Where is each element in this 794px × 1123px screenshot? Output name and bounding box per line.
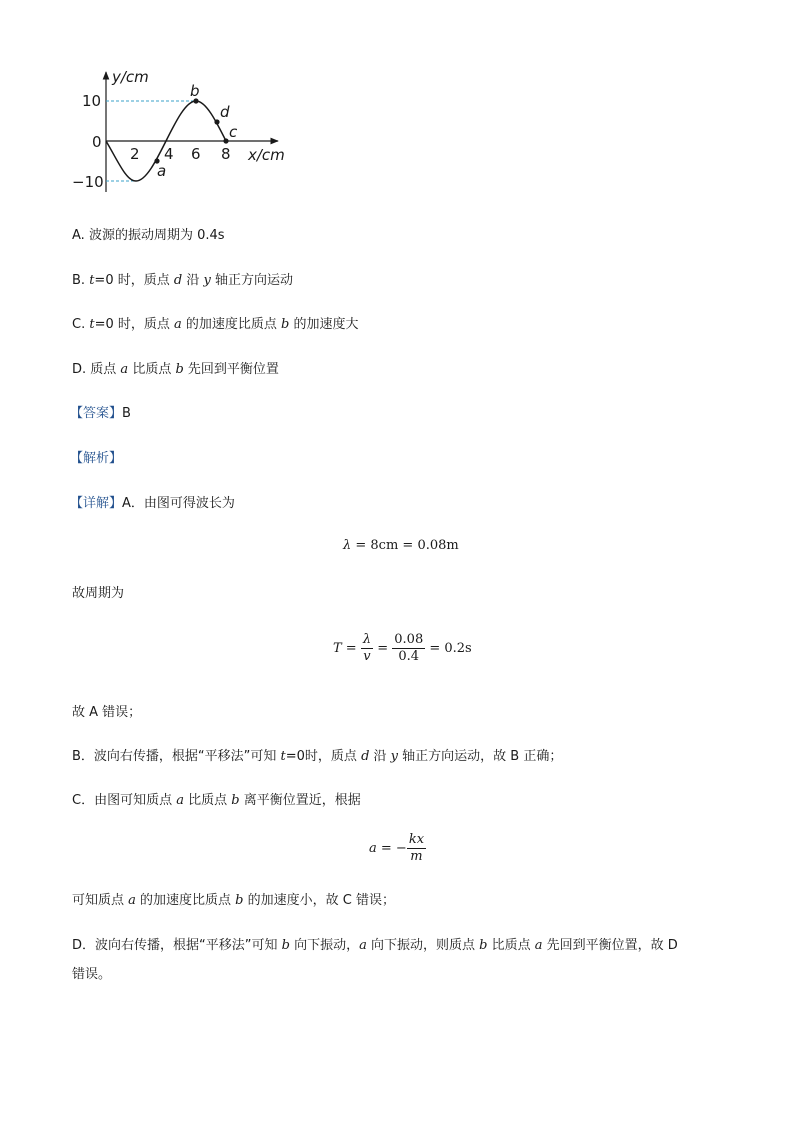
point-b-label: b bbox=[190, 82, 200, 100]
answer-value: B bbox=[122, 406, 131, 421]
detail-line-6: 可知质点 a 的加速度比质点 b 的加速度小，故 C 错误； bbox=[72, 893, 395, 908]
option-a: A. 波源的振动周期为 0.4s bbox=[72, 228, 225, 243]
fraction-lambda-v: $\frac{\lambda}{v}$ bbox=[362, 632, 372, 664]
point-c-label: c bbox=[229, 123, 238, 141]
y-axis-label: y/cm bbox=[112, 68, 149, 86]
point-a-label: a bbox=[157, 162, 167, 180]
equation-acceleration: a = − $\frac{kx}{m}$ bbox=[369, 832, 425, 864]
x-tick-8: 8 bbox=[221, 145, 231, 163]
detail-line-8: 错误。 bbox=[72, 967, 112, 982]
analysis-tag: 【解析】 bbox=[70, 451, 123, 466]
point-c bbox=[223, 138, 228, 143]
wave-figure bbox=[60, 60, 320, 205]
x-tick-6: 6 bbox=[191, 145, 201, 163]
y-tick-neg10: −10 bbox=[72, 173, 104, 191]
x-tick-2: 2 bbox=[130, 145, 140, 163]
equation-wavelength: λ = 8cm = 0.08m bbox=[343, 538, 459, 553]
detail-line-7: D．波向右传播，根据“平移法”可知 b 向下振动，a 向下振动，则质点 b 比质点 a 先回到平衡位置，故 D bbox=[72, 938, 678, 953]
fraction-kx-m: $\frac{kx}{m}$ bbox=[408, 832, 425, 864]
detail-line-4: B．波向右传播，根据“平移法”可知 t=0时，质点 d 沿 y 轴正方向运动，故 B 正确； bbox=[72, 749, 563, 764]
answer-line bbox=[70, 405, 131, 423]
option-c: C. t=0 时，质点 a 的加速度比质点 b 的加速度大 bbox=[72, 317, 359, 332]
x-tick-4: 4 bbox=[164, 145, 174, 163]
y-tick-0: 0 bbox=[92, 133, 102, 151]
x-axis-label: x/cm bbox=[248, 146, 285, 164]
detail-line-2: 故周期为 bbox=[72, 586, 125, 601]
detail-tag: 【详解】 bbox=[70, 496, 123, 511]
fraction-values: $\frac{0.08}{0.4}$ bbox=[394, 632, 424, 664]
option-d: D. 质点 a 比质点 b 先回到平衡位置 bbox=[72, 362, 279, 377]
option-b: B. t=0 时，质点 d 沿 y 轴正方向运动 bbox=[72, 273, 293, 288]
detail-line-3: 故 A 错误； bbox=[72, 705, 142, 720]
detail-line-5: C．由图可知质点 a 比质点 b 离平衡位置近，根据 bbox=[72, 793, 361, 808]
equation-period: T = $\frac{\lambda}{v}$ = $\frac{0.08}{0.4}$ = 0.2s bbox=[333, 632, 472, 664]
point-d-label: d bbox=[220, 103, 230, 121]
detail-line-1: 【详解】A．由图可得波长为 bbox=[70, 496, 235, 511]
y-tick-10: 10 bbox=[82, 92, 102, 110]
answer-tag: 【答案】 bbox=[70, 406, 123, 421]
point-d bbox=[214, 119, 219, 124]
analysis-line bbox=[70, 450, 122, 468]
